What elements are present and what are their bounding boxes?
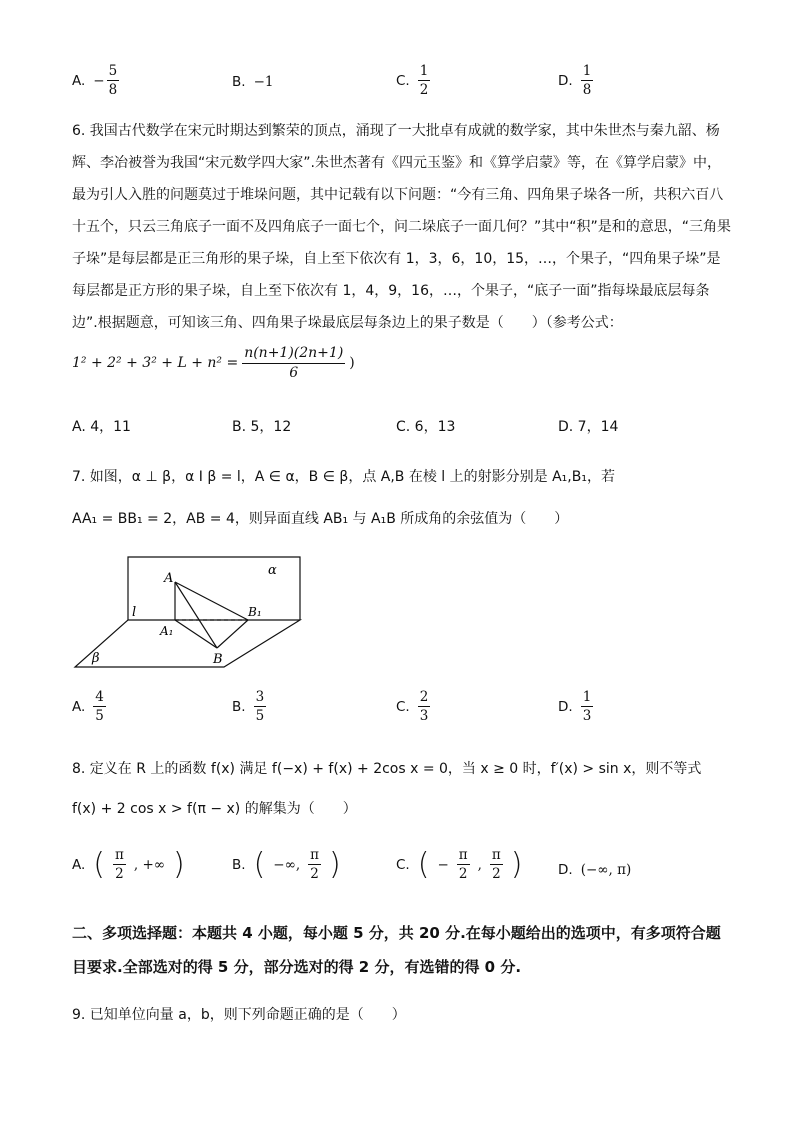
option-label: D. (558, 72, 573, 89)
segment-A1B (175, 620, 217, 648)
numerator: 4 (93, 690, 106, 707)
numerator: n(n+1)(2n+1) (242, 346, 345, 364)
close-paren: ) (349, 355, 355, 372)
denominator: 8 (582, 82, 592, 99)
option-label: C. (396, 698, 410, 715)
option-label: C. (396, 72, 410, 89)
open-paren: ( (253, 846, 266, 882)
plane-beta (75, 620, 300, 667)
option-label: D. (558, 698, 573, 715)
label-A: A (164, 571, 174, 586)
option-label: B. (232, 698, 246, 715)
q5-option-a (72, 64, 119, 97)
label-beta: β (92, 651, 100, 666)
label-A1: A₁ (160, 624, 174, 638)
q7-line2: AA₁ = BB₁ = 2，AB = 4，则异面直线 AB₁ 与 A₁B 所成角的余弦值为（ ） (72, 511, 569, 527)
q8-line1: 8. 定义在 R 上的函数 f(x) 满足 f(−x) + f(x) + 2cos x = 0，当 x ≥ 0 时，f′(x) > sin x，则不等式 (72, 761, 702, 777)
option-label: A. (72, 698, 86, 715)
fraction (457, 848, 470, 881)
q6-text: 6. 我国古代数学在宋元时期达到繁荣的顶点，涌现了一大批卓有成就的数学家，其中朱世杰与秦九韶、杨辉、李冶被誉为我国“宋元数学四大家”.朱世杰著有《四元玉鉴》和《算学启蒙》等，在《算学启蒙》中，最为引人入胜的问题莫过于堆垛问题，其中记载有以下问题：“今有三角、四角果子垛各一所，共积六百八十五个，只云三角底子一面不及四角底子一面七个，问二垛底子一面几何？”其中“积”是和的意思，“三角果子垛”是每层都是正三角形的果子垛，自上至下依次有 1，3，6，10，15，…，个果子，“四角果子垛”是每层都是正方形的果子垛，自上至下依次有 1，4，9，16，…，个果子，“底子一面”指每垛最底层每条边”.根据题意，可知该三角、四角果子垛最底层每条边上的果子数是（ ）（参考公式： (72, 123, 732, 331)
q7-option-b (232, 690, 266, 723)
minus-sign: − (93, 72, 105, 89)
interval-head: −∞, (273, 856, 301, 873)
close-paren: ) (173, 846, 185, 882)
q7-option-d (558, 690, 593, 723)
label-alpha: α (268, 563, 277, 578)
option-label: A. (72, 72, 86, 89)
fraction (308, 848, 321, 881)
fraction (581, 690, 594, 723)
close-paren: ) (510, 846, 523, 882)
open-paren: ( (93, 846, 106, 882)
formula-fraction (242, 346, 345, 380)
label-B: B (213, 652, 223, 667)
option-label: B. (232, 74, 246, 90)
label-B1: B₁ (248, 605, 262, 619)
numerator: 1 (581, 64, 594, 81)
denominator: 8 (108, 82, 118, 99)
option-label: D. (558, 862, 573, 878)
formula-lhs: 1² + 2² + 3² + L + n² = (72, 355, 239, 372)
q5-option-d (558, 64, 593, 97)
q8-option-a (72, 848, 185, 881)
fraction (107, 64, 120, 97)
denominator: 2 (310, 866, 319, 883)
numerator: π (113, 848, 126, 865)
q6-option-d: D. 7，14 (558, 419, 619, 435)
q6-option-b: B. 5，12 (232, 419, 292, 435)
denominator: 6 (289, 364, 299, 381)
fraction (490, 848, 503, 881)
open-paren: ( (417, 846, 430, 882)
denominator: 3 (582, 708, 592, 725)
fraction (254, 690, 267, 723)
q6-option-a: A. 4，11 (72, 419, 131, 435)
numerator: π (490, 848, 503, 865)
label-l: l (132, 605, 137, 620)
numerator: π (457, 848, 470, 865)
denominator: 5 (95, 708, 104, 725)
q7-option-c (396, 690, 430, 723)
segment-AB1 (175, 582, 248, 620)
denominator: 2 (419, 82, 429, 99)
neg-fraction (93, 64, 119, 97)
fraction (418, 64, 431, 97)
numerator: 1 (418, 64, 431, 81)
numerator: 5 (107, 64, 120, 81)
option-label: C. (396, 856, 410, 873)
denominator: 2 (458, 866, 468, 883)
option-value: −1 (253, 74, 274, 90)
fraction (581, 64, 594, 97)
q8-line2: f(x) + 2 cos x > f(π − x) 的解集为（ ） (72, 801, 357, 817)
numerator: 3 (254, 690, 267, 707)
fraction (93, 690, 106, 723)
denominator: 5 (255, 708, 265, 725)
interval-tail: , +∞ (133, 856, 166, 873)
denominator: 3 (419, 708, 429, 725)
minus-sign: − (437, 856, 449, 873)
q9-stem: 9. 已知单位向量 a，b，则下列命题正确的是（ ） (72, 1007, 406, 1023)
option-value: (−∞, π) (580, 862, 632, 878)
q6-formula (72, 346, 355, 380)
fraction (113, 848, 126, 881)
segment-B1B (217, 620, 248, 648)
fraction (418, 690, 431, 723)
close-paren: ) (329, 846, 341, 882)
q8-option-c (396, 848, 523, 881)
q8-option-b (232, 848, 341, 881)
comma: , (477, 856, 482, 873)
q5-option-b (232, 74, 273, 90)
segment-AB (175, 582, 217, 648)
numerator: π (308, 848, 321, 865)
section-2-heading: 二、多项选择题：本题共 4 小题，每小题 5 分，共 20 分.在每小题给出的选项中，有多项符合题目要求.全部选对的得 5 分，部分选对的得 2 分，有选错的得 0 分. (72, 924, 721, 976)
q7-option-a (72, 690, 106, 723)
denominator: 2 (115, 866, 124, 883)
numerator: 2 (418, 690, 431, 707)
q6-option-c: C. 6，13 (396, 419, 456, 435)
q8-option-d (558, 862, 631, 878)
option-label: B. (232, 856, 246, 873)
option-label: A. (72, 856, 86, 873)
numerator: 1 (581, 690, 594, 707)
q7-figure (72, 554, 312, 674)
q7-line1: 7. 如图，α ⊥ β，α I β = l，A ∈ α，B ∈ β，点 A,B 在棱 l 上的射影分别是 A₁,B₁，若 (72, 469, 615, 485)
denominator: 2 (492, 866, 501, 883)
q5-option-c (396, 64, 430, 97)
